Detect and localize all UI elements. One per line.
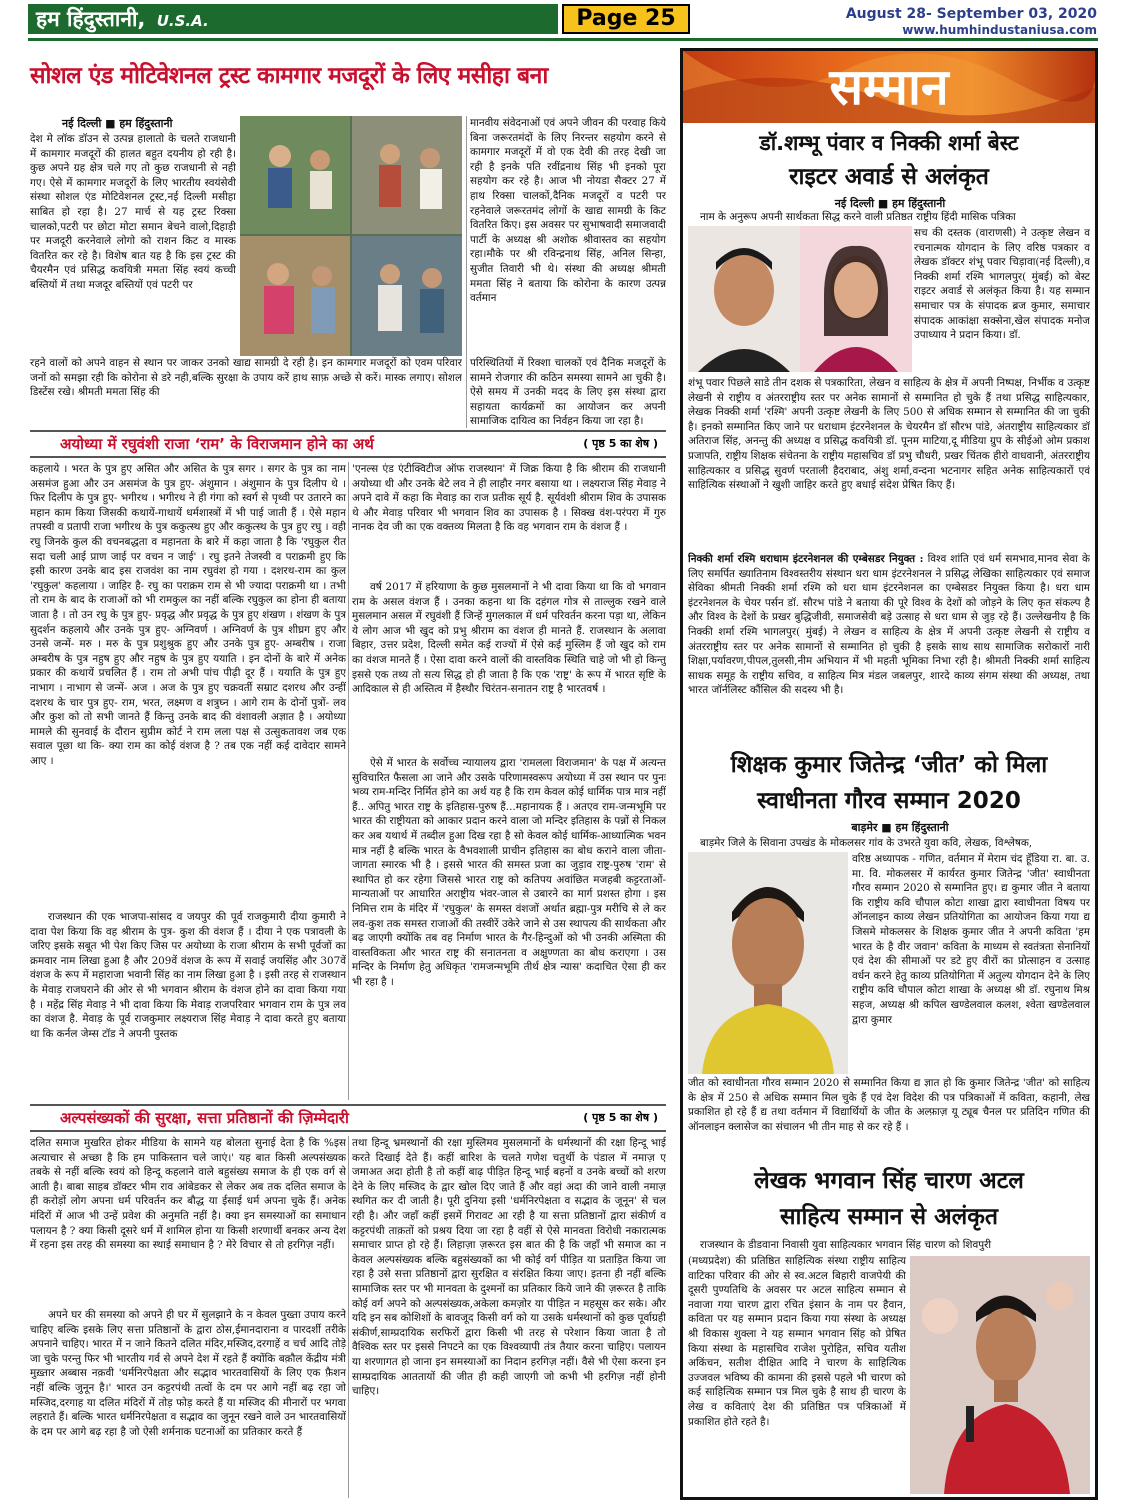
story1-subhead: निक्की शर्मा रश्मि धराधाम इंटरनेशनल की एम्बेसडर नियुक्त : [688, 553, 924, 565]
column-rule [466, 116, 467, 428]
story1-body: शंभू पवार पिछले साडे तीन दशक से पत्रकारिता, लेखन व साहित्य के क्षेत्र में अपनी निष्पक्ष, निर्भीक व उत्कृष्ट लेखनी से राष्ट्रीय व अंतरराष्ट्रीय स्तर पर अनेक सामानों से सम्मानित हो चुके हैं तथा प्रसिद्ध साहित्यकार, लेखक निक्की शर्मा 'रश्मि' अपनी उत्कृष्ट लेखनी के लिए 500 से अधिक सम्मान से सम्मानित की जा चुकी है। इनको सम्मानित किए जाने पर धराधाम इंटरनेशनल के चेयरमैन डॉ सौरभ पांडे, अंतराष्ट्रीय साहित्यकार डॉ अतिराज सिंह, अनन्तु की अध्यक्ष व प्रसिद्ध कवयित्री डॉ. पूनम माटिया,दू मीडिया ग्रुप के सीईओ ओम प्रकाश प्रजापति, राष्ट्रीय शिक्षक संचेतना के राष्ट्रीय महासचिव डॉ प्रभु चौधरी, प्रखर चिंतक हीरो वाधवानी, अंतरराष्ट्रीय साहित्यकार व प्रसिद्ध सुवर्ण परताली हैदराबाद, अंशु शर्मा,वन्दना भटनागर सहित अनेक साहित्यकारों एवं साहित्यिक संस्थाओं ने खुशी जाहिर करते हुए बधाई संदेश प्रेषित किए हैं। [688, 377, 1090, 492]
masthead-rule [28, 38, 1098, 41]
lead-photo-collage [240, 116, 462, 356]
story3-lead: राजस्थान के डीडवाना निवासी युवा साहित्यकार भगवान सिंह चारण को शिवपुरी [700, 1239, 992, 1251]
newspaper-logo [28, 4, 558, 34]
story2-side-text: वरिष्ठ अध्यापक - गणित, वर्तमान में मेराम चंद हूँडिया रा. बा. उ. मा. वि. मोकलसर में कार्यरत कुमार जितेन्द्र 'जीत' स्वाधीनता गौरव सम्मान 2020 से सम्मानित हुए। द्य कुमार जीत ने बताया कि राष्ट्रीय कवि चौपाल कोटा शाखा द्वारा स्वाधीनता विषय पर ऑनलाइन काव्य लेखन प्रतियोगिता का आयोजन किया गया द्य जिसमे मोकलसर के शिक्षक कुमार जीत ने अपनी कविता 'हम भारत के है वीर जवान' कविता के माध्यम से स्वतंत्रता सेनानियों एवं देश की सीमाओं पर डटे हुए वीरों का प्रोत्साहन व उत्साह वर्धन करने हेतु काव्य प्रतियोगिता में अतुल्य योगदान देने के लिए राष्ट्रीय कवि चौपाल कोटा शाखा के अध्यक्ष श्री डॉ. रघुनाथ मिश्र सहज, अध्यक्ष श्री कपिल खण्डेलवाल कलश, श्वेता खण्डेलवाल द्वारा कुमार [852, 853, 1090, 1026]
logo-suffix: U.S.A. [156, 12, 209, 30]
lead-headline: सोशल एंड मोटिवेशनल ट्रस्ट कामगार मजदूरों के लिए मसीहा बना [30, 63, 548, 89]
story1-headline-1: डॉ.शम्भू पंवार व निक्की शर्मा बेस्ट [759, 131, 1019, 155]
ayodhya-column-2: 'एनल्स एंड एंटीक्विटीज ऑफ राजस्थान' में जिक्र किया है कि श्रीराम की राजधानी अयोध्या थी और उनके बेटे लव ने ही लाहौर नगर बसाया था । लक्ष्यराज सिंह मेवाड़ ने अपने दावे में कहा कि मेवाड़ का राज प्रतीक सूर्य है. सूर्यवंशी श्रीराम शिव के उपासक थे और मेवाड़ परिवार भी भगवान शिव का उपासक है । सिक्ख वंश-परंपरा में गुरु नानक देव जी का एक वक्तव्य मिलता है कि वह भगवान राम के वंशज हैं । [352, 463, 666, 534]
logo-text: हम हिंदुस्तानी, [36, 7, 146, 31]
ayodhya-column-1: कहलाये । भरत के पुत्र हुए असित और असित के पुत्र सगर । सगर के पुत्र का नाम असमंज हुआ और उन असमंज के पुत्र हुए- अंशुमान । अंशुमान के पुत्र दिलीप थे । फिर दिलीप के पुत्र हुए- भगीरथ । भगीरथ ने ही गंगा को स्वर्ग से पृथ्वी पर उतारने का महान काम किया जिसकी कथायें-गाथायें धर्मशास्त्रों में भी पाई जाती हैं । ऐसे महान तपस्वी व प्रतापी राजा भगीरथ के पुत्र ककुत्स्थ हुए और ककुत्स्थ के पुत्र हुए रघु । वही रघु जिनके कुल की वचनबद्धता व महानता के बारे में कहा जाता है कि 'रघुकुल रीत सदा चली आई प्राण जाई पर वचन न जाई' । रघु इतने तेजस्वी व पराक्रमी हुए कि इसी कारण उनके बाद इस राजवंश का नाम रघुवंश हो गया । दशरथ-राम का कुल 'रघुकुल' कहलाया । जाहिर है- रघु का पराक्रम राम से भी ज्यादा पराक्रमी था । तभी तो राम के बाद के राजाओं को भी रामकुल का नहीं बल्कि रघुकुल का होना ही बताया जाता है । तो उन रघु के पुत्र हुए- प्रवृद्ध और प्रवृद्ध के पुत्र हुए शंखण । शंखण के पुत्र सुदर्शन कहलाये और उनके पुत्र हुए- अग्निवर्ण । अग्निवर्ण के पुत्र शीघ्रग हुए और उनसे जन्में- मरु । मरु के पुत्र प्रशुश्रुक हुए और उनके पुत्र हुए- अम्बरीष । राजा अम्बरीष के पुत्र नहुष हुए और नहुष के पुत्र हुए ययाति । इन दोनों के बारे में अनेक प्रकार की कथायें प्रचलित हैं । राम तो अभी पांच पीढ़ी दूर हैं । ययाति के पुत्र हुए नाभाग । नाभाग से जन्में- अज । अज के पुत्र हुए चक्रवर्ती सम्राट दशरथ और उन्हीं दशरथ के चार पुत्र हुए- राम, भरत, लक्ष्मण व शत्रुघ्न । आगे राम के दोनों पुत्रों- लव और कुश को तो सभी जानते हैं किन्तु उनके बाद की वंशावली अज्ञात है । अयोध्या मामले की सुनवाई के दौरान सुप्रीम कोर्ट ने राम लला पक्ष से उत्सुकतावश जब एक सवाल पूछा था कि- क्या राम का कोई वंशज है ? तब एक नहीं कई दावेदार सामने आए । [30, 463, 346, 767]
website-link[interactable]: www.humhindustaniusa.com [902, 23, 1097, 37]
story3-headline-1: लेखक भगवान सिंह चारण अटल [754, 1168, 1024, 1194]
story3-body: (मध्यप्रदेश) की प्रतिष्ठित साहित्यिक संस्था राष्ट्रीय साहित्य वाटिका परिवार की ओर से स्व.अटल बिहारी वाजपेयी की दूसरी पुण्यतिथि के अवसर पर अटल साहित्य सम्मान से नवाजा गया चारण द्वारा रचित इंसान के नाम पर हैवान, कविता पर यह सम्मान प्रदान किया गया संस्था के अध्यक्ष श्री विकास शुक्ला ने यह सम्मान भगवान सिंह को प्रेषित किया संस्था के महासचिव राजेश पुरोहित, सचिव यतीश अकिंचन, सतीश दीक्षित आदि ने चारण के साहित्यिक उज्जवल भविष्य की कामना की इससे पहले भी चारण को कई साहित्यिक सम्मान पत्र मिल चुके है साथ ही चारण के लेख व कविताएं देश की प्रतिष्ठित पत्र पत्रिकाओं में प्रकाशित होते रहते है। [688, 1255, 906, 1428]
story2-headline-2: स्वाधीनता गौरव सम्मान 2020 [757, 788, 1021, 814]
story3-photo [910, 1256, 1090, 1494]
story2-photo [688, 852, 848, 1074]
issue-date: August 28- September 03, 2020 [845, 6, 1097, 22]
story3-headline-2: साहित्य सम्मान से अलंकृत [779, 1204, 999, 1230]
ayodhya-column-1b: राजस्थान की एक भाजपा-सांसद व जयपुर की पूर्व राजकुमारी दीया कुमारी ने दावा पेश किया कि वह श्रीराम के पुत्र- कुश की वंशज हैं । दीया ने एक पत्रावली के जरिए इसके सबूत भी पेश किए जिस पर अयोध्या के राजा श्रीराम के सभी पूर्वजों का क्रमवार नाम लिखा हुआ है और 209वें वंशज के रूप में सवाई जयसिंह और 307वें वंशज के रूप में महाराजा भवानी सिंह का नाम लिखा हुआ है । इसी तरह से राजस्थान के मेवाड़ राजघराने की ओर से भी भगवान श्रीराम के वंशज होने का दावा किया गया है । महेंद्र सिंह मेवाड़ ने भी दावा किया कि मेवाड़ राजपरिवार भगवान राम के पुत्र लव का वंशज है. मेवाड़ के पूर्व राजकुमार लक्ष्यराज सिंह मेवाड़ ने दावा करते हुए बताया था कि कर्नल जेम्स टॉड ने अपनी पुस्तक [30, 911, 346, 1040]
lead-column-1: देश मे लॉक डॉउन से उत्पन्न हालातो के चलते राजधानी में कामगार मजदूरों की हालत बहुत दयनीय हो रही है।कुछ अपने ग्रह क्षेत्र चले गए तो कुछ राजधानी से नही गए। ऐसे में कामगार मजदूरों के लिए भारतीय स्वयंसेवी संस्था सोशल एंड मोटिवेशनल ट्रस्ट,नई दिल्ली मसीहा साबित हो रहा है। 27 मार्च से यह ट्रस्ट रिक्सा चालको,पटरी पर छोटा मोटा समान बेचने वालो,दिहाड़ी पर मजदूरी करनेवाले लोगो को राशन किट व मास्क वितरित कर रहे है। विशेष बात यह है कि इस ट्रस्ट की चैयरमैन एवं प्रसिद्ध कवयित्री ममता सिंह स्वयं कच्ची बस्तियों में तथा मजदूर बस्तियों एवं पटरी पर [30, 133, 236, 291]
story1-subsection [688, 552, 1090, 742]
minority-title: अल्पसंख्यकों की सुरक्षा, सत्ता प्रतिष्ठानों की ज़िम्मेदारी [60, 1109, 349, 1127]
story1-dateline: नई दिल्ली ■ हम हिंदुस्तानी [834, 197, 946, 210]
samman-banner-title: सम्मान [829, 58, 949, 116]
story1-photo [688, 226, 912, 372]
column-rule [348, 462, 349, 1100]
ayodhya-continued-ref: ( पृष्ठ 5 का शेष ) [583, 437, 658, 450]
story1-subsection-body: विश्व शांति एवं धर्म समभाव,मानव सेवा के लिए समर्पित ख्यातिनाम विश्वस्तरीय संस्थान धरा धाम इंटरनेशनल ने प्रसिद्ध लेखिका साहित्यकार एवं समाज सेविका श्रीमती निक्की शर्मा रश्मि को धरा धाम इंटरनेशनल का एम्बेसडर नियुक्त किया है। धरा धाम इंटरनेशनल के चेयर पर्सन डॉ. सौरभ पांडे ने बताया की पूरे विश्व के देशों को जोड़ने के लिए कृत संकल्प है और विश्व के देशों के प्रखर बुद्धिजीवी, समाजसेवी बड़े उत्साह से धरा धाम से जुड़ रहे हैं। उल्लेखनीय है कि निक्की शर्मा रश्मि भागलपुर( मुंबई) ने लेखन व साहित्य के क्षेत्र में अपनी उत्कृष्ट लेखनी से राष्ट्रीय व अंतरराष्ट्रीय स्तर पर अनेक सामानों से सम्मानित हो चुकी है इसके साथ साथ सामाजिक सरोकारों नारी शिक्षा,पर्यावरण,पीपल,तुलसी,नीम अभियान में भी महती भूमिका निभा रही है। श्रीमती निक्की शर्मा साहित्य साधक समूह के राष्ट्रीय सचिव, व साहित्य मित्र मंडल जबलपुर, शारदे काव्य संगम संस्था की अध्यक्ष, तथा भारत जॉर्नलिस्ट कौंसिल की सदस्य भी है। [688, 553, 1090, 697]
story2-headline-1: शिक्षक कुमार जितेन्द्र ‘जीत’ को मिला [730, 752, 1048, 778]
ayodhya-column-2b: वर्ष 2017 में हरियाणा के कुछ मुसलमानों ने भी दावा किया था कि वो भगवान राम के असल वंशज हैं । उनका कहना था कि दहंगल गोत्र से ताल्लुक रखने वाले मुसलमान असल में रघुवंशी हैं जिन्हें मुगलकाल में धर्म परिवर्तन करना पड़ा था, लेकिन ये लोग आज भी खुद को प्रभु श्रीराम का वंशज ही मानते हैं. राजस्थान के अलावा बिहार, उत्तर प्रदेश, दिल्ली समेत कई राज्यों में ऐसे कई मुस्लिम हैं जो खुद को राम का वंशज मानते हैं । ऐसा दावा करने वालों की वास्तविक स्थिति चाहे जो भी हो किन्तु इससे एक तथ्य तो सत्य सिद्ध हो ही जाता है कि एक 'राष्ट्र' के रूप में भारत सृष्टि के आदिकाल से ही अस्तित्व में हैस्थौर चिरंतन-सनातन राष्ट्र है भारतवर्ष । [352, 581, 666, 696]
minority-column-2: तथा हिन्दू भ्रमस्थानों की रक्षा मुस्लिमव मुसलमानों के धर्मस्थानों की रक्षा हिन्दू भाई करते दिखाई देते हैं। कहीं बारिश के चलते गणेश चतुर्थी के पंडाल में नमाज़ ए जमाअत अदा होती है तो कहीं बाढ़ पीड़ित हिन्दू भाई बहनों व उनके बच्चों को शरण देने के लिए मस्जिद के द्वार खोल दिए जाते हैं और वहां अदा की जाने वाली नमाज़ स्थगित कर दी जाती है। पूरी दुनिया इसी 'धर्मनिरपेक्षता व सद्भाव के जूनून' से चल रही है। और जहाँ कहीं इसमें गिरावट आ रही है या सत्ता प्रतिष्ठानों द्वारा संकीर्ण व कट्टरपंथी ताक़तों को प्रश्रय दिया जा रहा है वहीं से ऐसे मानवता विरोधी नकारात्मक समाचार प्राप्त हो रहे हैं। लिहाज़ा ज़रूरत इस बात की है कि जहाँ भी समाज का न केवल अल्पसंख्यक बल्कि बहुसंख्यकों का भी कोई वर्ग पीड़ित या प्रताड़ित किया जा रहा है उसे सत्ता प्रतिष्ठानों द्वारा सुरक्षित व संरक्षित किया जाए। इतना ही नहीं बल्कि सामाजिक स्तर पर भी मानवता के दुश्मनों का प्रतिकार किये जाने की ज़रूरत है ताकि कोई वर्ग अपने को अल्पसंख्यक,अकेला कमज़ोर या पीड़ित न महसूस कर सके। और यदि इन सब कोशिशों के बावजूद किसी वर्ग को या उसके धर्मस्थानों को कुछ पूर्वाग्रही संकीर्ण,साम्प्रदायिक सरफिरों द्वारा किसी भी तरह से परेशान किया जाता है तो वैश्विक स्तर पर इससे निपटने का एक विश्वव्यापी तंत्र तैयार करना चाहिए। पलायन या शरणागत हो जाना इन समस्याओं का निदान हरगिज़ नहीं। वैसे भी ऐसा करना इन साम्प्रदायिक आततायों की जीत ही कही जाएगी जो कभी भी हरगिज़ नहीं होनी चाहिए। [352, 1137, 666, 1398]
story1-headline-2: राइटर अवार्ड से अलंकृत [789, 164, 989, 190]
lead-dateline: नई दिल्ली ■ हम हिंदुस्तानी [62, 117, 173, 130]
ayodhya-section-banner [30, 430, 666, 458]
lead-column-1-continued: रहने वालों को अपने वाहन से स्थान पर जाकर उनको खाद्य सामग्री दे रही है। इन कामगार मजदूरों को एवम परिवार जनों को समझा रही कि कोरोना से डरे नही,बल्कि सुरक्षा के उपाय करें हाथ साफ़ अच्छे से करें। मास्क लगाए। सोशल डिस्टेंस रखे। श्रीमती ममता सिंह की [30, 357, 462, 399]
story2-lead: बाड़मेर जिले के सिवाना उपखंड के मोकलसर गांव के उभरते युवा कवि, लेखक, विश्लेषक, [700, 837, 1033, 849]
page-number: Page 25 [562, 4, 690, 34]
minority-column-1: दलित समाज मुखरित होकर मीडिया के सामने यह बोलता सुनाई देता है कि %इस अत्याचार से अच्छा है कि हम पाकिस्तान चले जाएं।' यह बात किसी अल्पसंख्यक तबके से नहीं बल्कि स्वयं को हिन्दू कहलाने वाले बहुसंख्य समाज के ही एक वर्ग से आती है। बाबा साहब डॉक्टर भीम राव आंबेडकर से लेकर अब तक दलित समाज के ही करोड़ों लोग अपना धर्म परिवर्तन कर बौद्ध या ईसाई धर्म अपना चुके हैं। अनेक मंदिरों में आज भी उन्हें प्रवेश की अनुमति नहीं है। क्या इन समस्याओं का समाधान पलायन है ? क्या किसी दूसरे धर्म में शामिल होना या किसी शरणार्थी बनकर अन्य देश में रहना इस तरह की समस्या का स्थाई समाधान है ? मेरे विचार से तो हरगिज़ नहीं। [30, 1137, 346, 1252]
story2-dateline: बाड़मेर ■ हम हिंदुस्तानी [851, 821, 949, 834]
minority-column-1b: अपने घर की समस्या को अपने ही घर में सुलझाने के न केवल पुख्ता उपाय करने चाहिए बल्कि इसके लिए सत्ता प्रतिष्ठानों के द्वारा ठोस,ईमानदाराना व पारदर्शी तरीके अपनाने चाहिए। भारत में न जाने कितने दलित मंदिर,मस्जिद,दरगाहें व चर्च आदि तोड़े जा चुके परन्तु फिर भी भारतीय गर्व से अपने देश में रहते हैं क्योंकि बक़ौल केंद्रीय मंत्री मुख़्तार अब्बास नक़वी 'धर्मनिरपेक्षता और सद्भाव भारतवासियों के लिए एक फ़ैशन नहीं बल्कि जुनून है।' भारत उन कट्टरपंथी तत्वों के दम पर आगे नहीं बढ़ रहा जो मस्जिद,दरगाह या दलित मंदिरों में तोड़ फोड़ करते हैं या मस्जिद की मीनारों पर भगवा लहराते हैं। बल्कि भारत धर्मनिरपेक्षता व सद्भाव का जुनून रखने वाले उन भारतवासियों के दम पर आगे बढ़ रहा है जो ऐसी शर्मनाक घटनाओं का प्रतिकार करते हैं [30, 1309, 346, 1438]
lead-column-2: मानवीय संवेदनाओं एवं अपने जीवन की परवाह किये बिना जरूरतमंदों के लिए निरन्तर सहयोग करने से कामगार मजदूरों में वो एक देवी की तरह देखी जा रही है इनके पति रवींद्रनाथ सिंह भी इनको पूरा सहयोग कर रहे है। आज भी नोयडा सैक्टर 27 में हाथ रिक्सा चालकों,दैनिक मजदूरों व पटरी पर रहनेवाले जरूरतमंद लोगों के खाद्य सामग्री के किट वितरित किए। इस अवसर पर सुभाषवादी समाजवादी पार्टी के अध्यक्ष श्री अशोक श्रीवास्तव का सहयोग रहा।मौके पर श्री रविन्द्रनाथ सिंह, अनिल सिन्हा, सुजीत तिवारी भी थे। संस्था की अध्यक्ष श्रीमती ममता सिंह ने बताया कि कोरोना के कारण उत्पन्न वर्तमान [470, 117, 666, 305]
minority-continued-ref: ( पृष्ठ 5 का शेष ) [583, 1111, 658, 1124]
column-rule [348, 1136, 349, 1498]
minority-section-banner [30, 1104, 666, 1132]
ayodhya-column-2c: ऐसे में भारत के सर्वोच्च न्यायालय द्वारा 'रामलला विराजमान' के पक्ष में अत्यन्त सुविचारित फैसला आ जाने और उसके परिणामस्वरूप अयोध्या में उस स्थान पर पुनः भव्य राम-मन्दिर निर्मित होने का अर्थ यह है कि राम केवल कोई धार्मिक पात्र मात्र नहीं हैं.. अपितु भारत राष्ट्र के इतिहास-पुरुष हैं...महानायक हैं । अतएव राम-जन्मभूमि पर भारत की राष्ट्रीयता को आकार प्रदान करने वाला जो मन्दिर इतिहास के पन्नों से निकल कर अब यथार्थ में तब्दील हुआ दिख रहा है सो केवल कोई धार्मिक-आध्यात्मिक भवन मात्र नहीं है बल्कि भारत के वैभवशाली प्राचीन इतिहास का बोध कराने वाला जीता-जागता स्मारक भी है । इससे भारत की समस्त प्रजा का जुड़ाव राष्ट्र-पुरुष 'राम' से स्थापित हो कर रहेगा जिससे भारत राष्ट्र को कतिपय अवांछित मजहबी कट्टरताओं-मान्यताओं पर आधारित अराष्ट्रीय भंवर-जाल से उबारने का मार्ग प्रशस्त होगा । इस निमित्त राम के मंदिर में 'रघुकुल' के समस्त वंशजों अर्थात ब्रह्मा-पुत्र मरीचि से ले कर लव-कुश तक समस्त राजाओं की तस्वीरें उकेरे जाने से उस स्थापत्य की सार्थकता और बढ़ जाएगी क्योंकि तब वह निर्माण भारत के गैर-हिन्दुओं को भी उनकी अस्मिता की वास्तविकता और भारत राष्ट्र की सनातनता व अक्षुण्णता का बोध कराएगा । उस मन्दिर के निर्माण हेतु अधिकृत 'रामजन्मभूमि तीर्थ क्षेत्र न्यास' कदाचित ऐसा ही कर भी रहा है । [352, 757, 666, 988]
story1-lead: नाम के अनुरूप अपनी सार्थकता सिद्ध करने वाली प्रतिष्ठत राष्ट्रीय हिंदी मासिक पत्रिका [700, 211, 1016, 223]
ayodhya-title: अयोध्या में रघुवंशी राजा ‘राम’ के विराजमान होने का अर्थ [60, 435, 374, 453]
lead-column-2-continued: परिस्थितियों में रिक्शा चालकों एवं दैनिक मजदूरों के सामने रोजगार की कठिन समस्या सामने आ चुकी है। ऐसे समय में उनकी मदद के लिए इस संस्था द्वारा सहायता कार्यक्रमों का आयोजन कर अपनी सामाजिक दायित्व का निर्वहन किया जा रहा है। [470, 357, 666, 428]
story2-body: जीत को स्वाधीनता गौरव सम्मान 2020 से सम्मानित किया द्य ज्ञात हो कि कुमार जितेन्द्र 'जीत' को साहित्य के क्षेत्र में 250 से अधिक सम्मान मिल चुके हैं एवं देश विदेश की पत्र पत्रिकाओं में कविता, कहानी, लेख प्रकाशित हो रहे हैं द्य तथा वर्तमान में विद्यार्थियों के जीत के अल्फ़ाज़ यू ट्यूब चैनल पर प्रतिदिन गणित की ऑनलाइन क्लासेज का संचालन भी तीन माह से कर रहे हैं । [688, 1077, 1090, 1133]
story1-side-text: सच की दस्तक (वाराणसी) ने उत्कृष्ट लेखन व रचनात्मक योगदान के लिए वरिष्ठ पत्रकार व लेखक डॉक्टर शंभू पवार चिड़ावा(नई दिल्ली),व निक्की शर्मा रश्मि भागलपुर( मुंबई) को बेस्ट राइटर अवार्ड से अलंकृत किया है। यह सम्मान समाचार पत्र के संपादक ब्रज कुमार, समाचार संपादक आकांक्षा सक्सेना,खेल संपादक मनोज उपाध्याय ने प्रदान किया। डॉ. [914, 227, 1090, 342]
